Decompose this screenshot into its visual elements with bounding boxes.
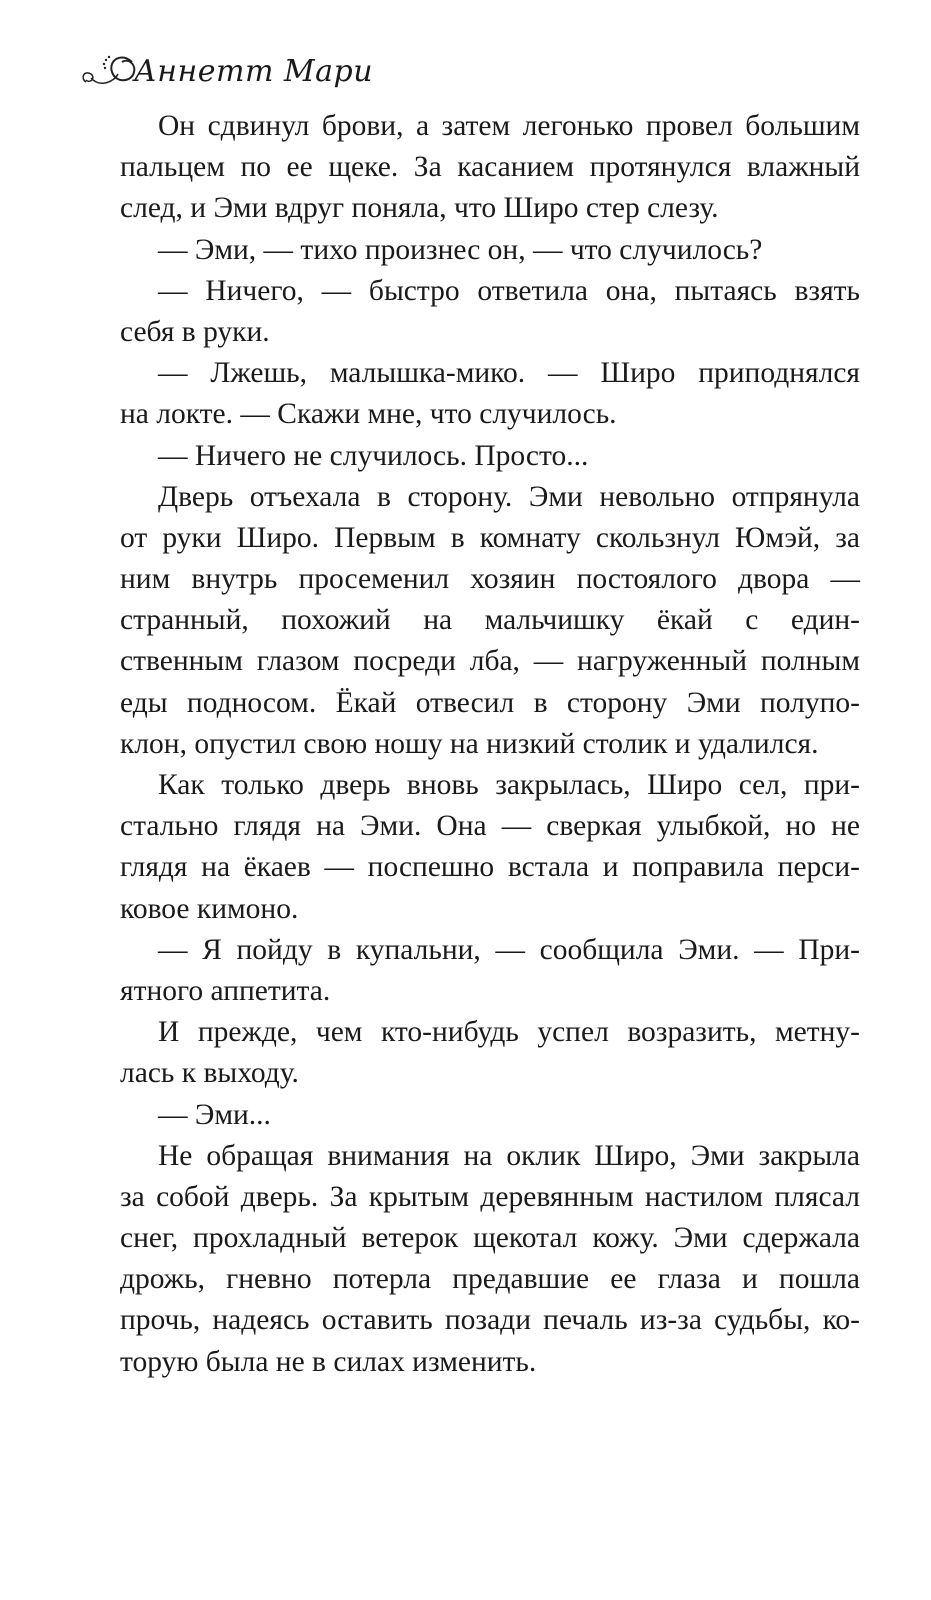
text-line: Как только дверь вновь закрылась, Широ сел, при- (158, 769, 860, 801)
text-line: след, и Эми вдруг поняла, что Широ стер слезу. (120, 192, 719, 225)
text-line: — Эми, — тихо произнес он, — что случилось? (158, 233, 763, 266)
text-line: пальцем по ее щеке. За касанием протянулся влажный (120, 151, 860, 184)
text-line: И прежде, чем кто-нибудь успел возразить, метну- (158, 1016, 860, 1049)
text-line: торую была не в силах изменить. (120, 1345, 537, 1378)
text-line: глядя на ёкаев — поспешно встала и поправила перси- (120, 851, 860, 884)
text-line: себя в руки. (120, 315, 270, 348)
text-line: — Лжешь, малышка-мико. — Широ приподнялся (158, 357, 860, 390)
text-line: — Ничего не случилось. Просто... (158, 439, 589, 472)
text-line: Не обращая внимания на оклик Широ, Эми закрыла (158, 1139, 860, 1172)
author-name: Аннетт Мари (134, 53, 374, 89)
text-line: — Эми... (158, 1098, 271, 1131)
text-line: от руки Широ. Первым в комнату скользнул Юмэй, за (120, 521, 860, 554)
text-line: лась к выходу. (120, 1057, 299, 1090)
text-line: за собой дверь. За крытым деревянным настилом плясал (120, 1180, 860, 1213)
text-line: на локте. — Скажи мне, что случилось. (120, 398, 617, 431)
text-line: ятного аппетита. (120, 974, 331, 1007)
text-line: ственным глазом посреди лба, — нагруженный полным (120, 645, 860, 678)
text-line: еды подносом. Ёкай отвесил в сторону Эми полупо- (120, 686, 860, 719)
text-line: — Я пойду в купальни, — сообщила Эми. — При- (158, 933, 860, 966)
text-line: странный, похожий на мальчишку ёкай с един- (120, 604, 860, 637)
page-body-text (120, 106, 860, 1383)
ornament-flourish-icon (78, 48, 138, 94)
text-line: стально глядя на Эми. Она — сверкая улыбкой, но не (120, 810, 860, 843)
text-line: ним внутрь просеменил хозяин постоялого двора — (120, 563, 860, 596)
text-line: ковое кимоно. (120, 892, 299, 925)
text-line: Дверь отъехала в сторону. Эми невольно отпрянула (158, 480, 860, 513)
text-line: прочь, надеясь оставить позади печаль из-за судьбы, ко- (120, 1304, 860, 1337)
running-header (78, 46, 373, 96)
text-line: снег, прохладный ветерок щекотал кожу. Эми сдержала (120, 1222, 860, 1255)
text-line: — Ничего, — быстро ответила она, пытаясь взять (158, 274, 860, 307)
text-line: Он сдвинул брови, а затем легонько провел большим (158, 110, 860, 142)
text-line: клон, опустил свою ношу на низкий столик и удалился. (120, 727, 819, 760)
text-line: дрожь, гневно потерла предавшие ее глаза и пошла (120, 1263, 860, 1296)
